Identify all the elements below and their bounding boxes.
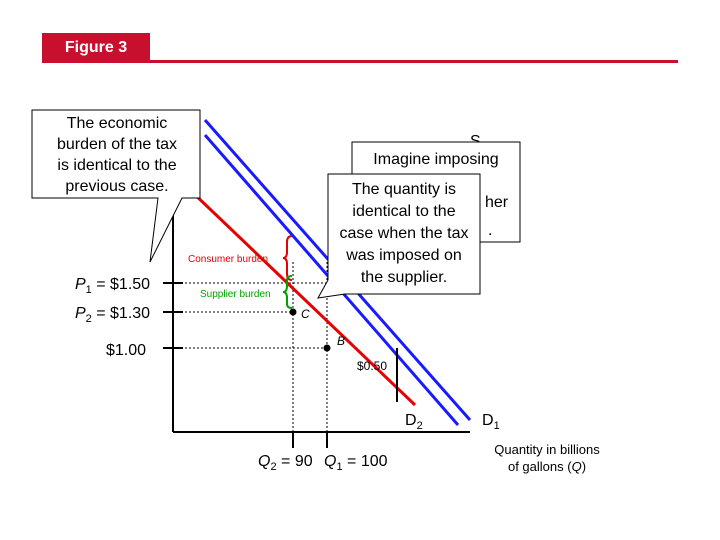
p2-sub: 2 bbox=[85, 313, 92, 325]
p2-label bbox=[75, 305, 150, 325]
point-c-marker bbox=[290, 309, 297, 316]
caption-part: of gallons ( bbox=[507, 459, 572, 474]
tax-label: $0.50 bbox=[357, 359, 388, 373]
quantity-line1: The quantity is bbox=[351, 181, 457, 198]
d1-label bbox=[482, 412, 500, 432]
q2-label bbox=[258, 453, 313, 473]
economic-burden-line2: burden of the tax bbox=[56, 136, 178, 153]
point-b-marker bbox=[324, 345, 331, 352]
quantity-line5: the supplier. bbox=[360, 269, 448, 286]
caption-close: ) bbox=[581, 459, 587, 474]
economic-burden-line3: is identical to the bbox=[57, 157, 177, 174]
d1-letter: D bbox=[482, 412, 494, 429]
point-b-label: B bbox=[337, 334, 346, 348]
p1-label bbox=[75, 276, 150, 296]
d2-label bbox=[405, 412, 423, 432]
q1-letter: Q bbox=[324, 453, 337, 470]
p1-letter: P bbox=[75, 276, 86, 293]
p1-value: = $1.50 bbox=[91, 276, 151, 293]
x-axis-caption-line1: Quantity in billions bbox=[494, 442, 600, 457]
q2-sub: 2 bbox=[270, 461, 277, 473]
economic-burden-line1: The economic bbox=[66, 115, 168, 132]
p100-label: $1.00 bbox=[106, 342, 147, 359]
d2-sub: 2 bbox=[416, 420, 423, 432]
p1-sub: 1 bbox=[85, 284, 92, 296]
imagine-line: Imagine imposing bbox=[373, 151, 499, 168]
imagine-partial-2: . bbox=[488, 222, 493, 239]
p2-value: = $1.30 bbox=[91, 305, 151, 322]
q1-label bbox=[324, 453, 388, 473]
d1-sub: 1 bbox=[493, 420, 500, 432]
point-c-label: C bbox=[301, 307, 310, 321]
quantity-line4: was imposed on bbox=[346, 247, 462, 264]
q2-letter: Q bbox=[258, 453, 271, 470]
quantity-line2: identical to the bbox=[352, 203, 456, 220]
consumer-burden-bracket bbox=[283, 236, 292, 280]
imagine-partial-1: her bbox=[485, 194, 509, 211]
d2-letter: D bbox=[405, 412, 417, 429]
figure-label: Figure 3 bbox=[42, 33, 150, 63]
economic-burden-line4: previous case. bbox=[65, 178, 169, 195]
quantity-line3: case when the tax bbox=[339, 225, 469, 242]
caption-q: Q bbox=[571, 459, 582, 474]
supplier-burden-label: Supplier burden bbox=[200, 289, 271, 300]
q2-value: = 90 bbox=[276, 453, 313, 470]
p2-letter: P bbox=[75, 305, 86, 322]
q1-sub: 1 bbox=[336, 461, 343, 473]
x-axis-caption-line2 bbox=[508, 459, 586, 474]
consumer-burden-label: Consumer burden bbox=[188, 254, 269, 265]
q1-value: = 100 bbox=[342, 453, 388, 470]
